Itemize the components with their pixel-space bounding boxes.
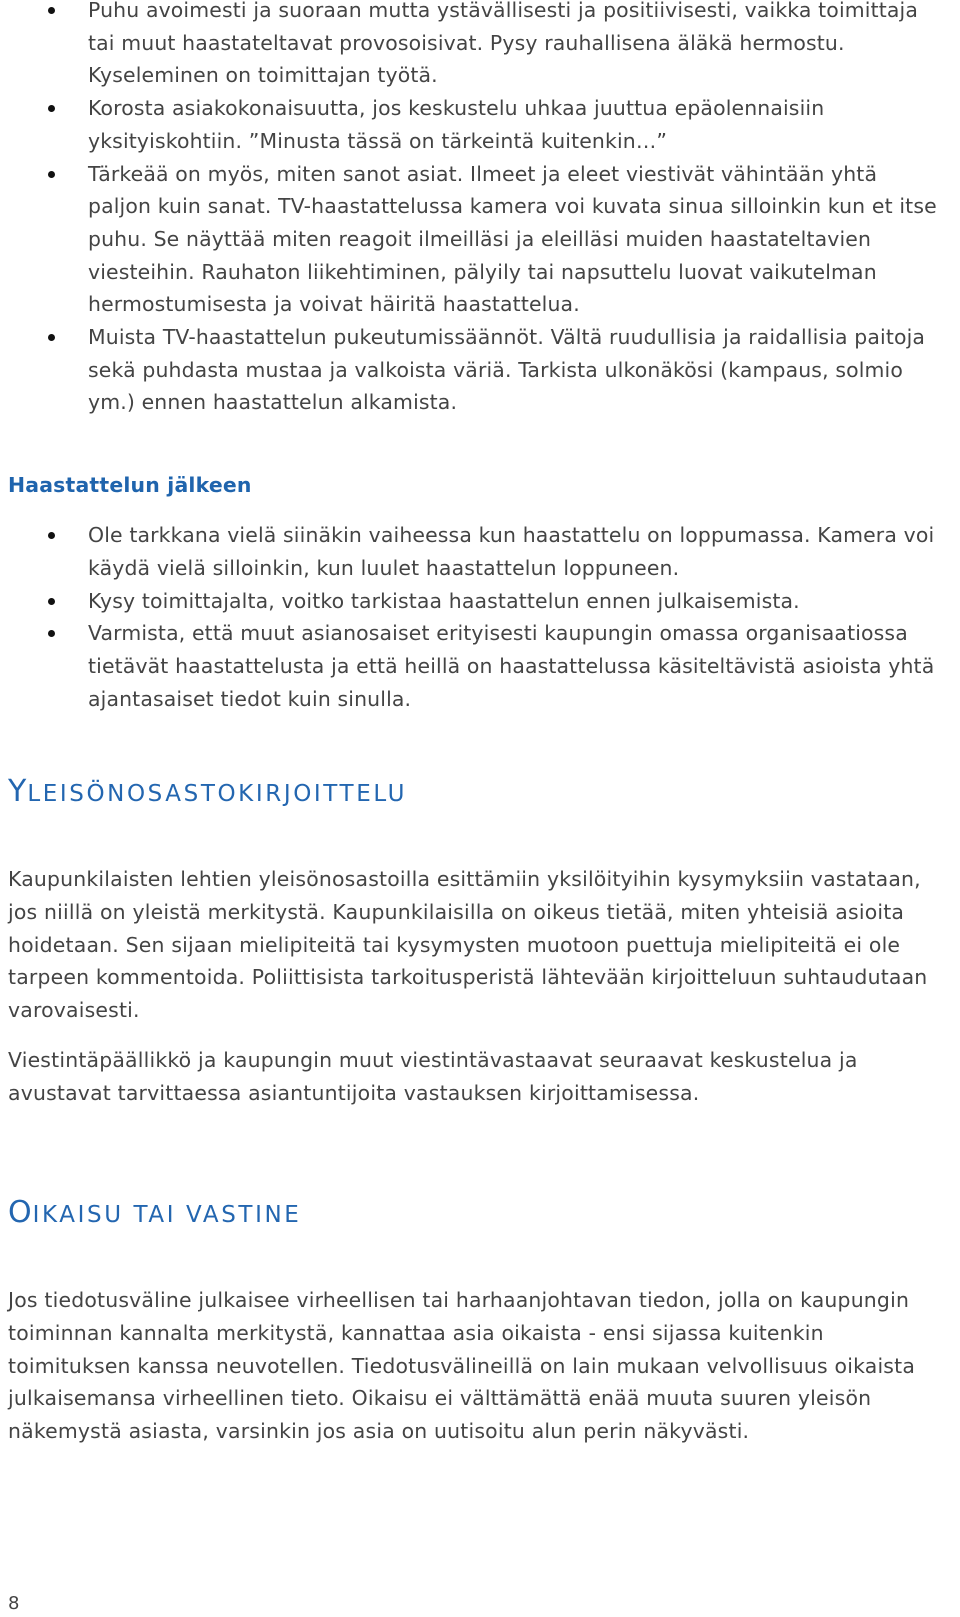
list-item-text: Ole tarkkana vielä siinäkin vaiheessa kun haastattelu on loppumassa. Kamera voi käydä vielä silloinkin, kun luulet haastattelun loppuneen. [88, 523, 935, 580]
document-page [8, 0, 938, 1448]
list-item [8, 585, 938, 618]
heading-initial: Y [8, 774, 28, 810]
page-number: 8 [8, 1593, 20, 1614]
bullet-icon [48, 105, 55, 112]
list-item-text: Korosta asiakokonaisuutta, jos keskustelu uhkaa juuttua epäolennaisiin yksityiskohtiin. ”Minusta tässä on tärkeintä kuitenkin…” [88, 96, 825, 153]
interview-tips-list [8, 0, 938, 419]
bullet-icon [48, 171, 55, 178]
list-item-text: Puhu avoimesti ja suoraan mutta ystävällisesti ja positiivisesti, vaikka toimittaja tai muut haastateltavat provosoisivat. Pysy rauhallisena äläkä hermostu. Kyseleminen on toimittajan työtä. [88, 0, 918, 88]
list-item [8, 158, 938, 322]
letters-paragraph-2: Viestintäpäällikkö ja kaupungin muut viestintävastaavat seuraavat keskustelua ja avustavat tarvittaessa asiantuntijoita vastauksen kirjoittamisessa. [8, 1047, 858, 1105]
list-item [8, 321, 938, 419]
heading-rest: LEISÖNOSASTOKIRJOITTELU [27, 781, 408, 808]
bullet-icon [48, 598, 55, 605]
after-interview-heading: Haastattelun jälkeen [8, 473, 252, 498]
correction-paragraph: Jos tiedotusväline julkaisee virheellisen tai harhaanjohtavan tiedon, jolla on kaupungin toiminnan kannalta merkitystä, kannattaa asia oikaista - ensi sijassa kuitenkin toimituksen kanssa neuvotellen. Tiedotusvälineillä on lain mukaan velvollisuus oikaista julkaisemansa virheellinen tieto. Oikaisu ei välttämättä enää muuta suuren yleisön näkemystä asiasta, varsinkin jos asia on uutisoitu alun perin näkyvästi. [8, 1288, 916, 1444]
letters-paragraph-1: Kaupunkilaisten lehtien yleisönosastoilla esittämiin yksilöityihin kysymyksiin vastataan, jos niillä on yleistä merkitystä. Kaupunkilaisilla on oikeus tietää, miten yhteisiä asioita hoidetaan. Sen sijaan mielipiteitä tai kysymysten muotoon puettuja mielipiteitä ei ole tarpeen kommentoida. Poliittisista tarkoitusperistä lähtevään kirjoitteluun suhtaudutaan varovaisesti. [8, 867, 928, 1023]
list-item [8, 519, 938, 584]
list-item-text: Muista TV-haastattelun pukeutumissäännöt. Vältä ruudullisia ja raidallisia paitoja sekä puhdasta mustaa ja valkoista väriä. Tarkista ulkonäkösi (kampaus, solmio ym.) ennen haastattelun alkamista. [88, 325, 926, 415]
list-item-text: Varmista, että muut asianosaiset erityisesti kaupungin omassa organisaatiossa tietävät haastattelusta ja että heillä on haastattelussa käsiteltävistä asioista yhtä ajantasaiset tiedot kuin sinulla. [88, 621, 935, 711]
list-item [8, 92, 938, 157]
bullet-icon [48, 7, 55, 14]
after-interview-list [8, 519, 938, 715]
list-item [8, 0, 938, 92]
list-item-text: Kysy toimittajalta, voitko tarkistaa haastattelun ennen julkaisemista. [88, 588, 800, 613]
letters-section-heading [8, 774, 938, 812]
heading-initial: O [8, 1195, 33, 1231]
bullet-icon [48, 532, 55, 539]
bullet-icon [48, 630, 55, 637]
bullet-icon [48, 334, 55, 341]
heading-rest: IKAISU TAI VASTINE [32, 1202, 302, 1229]
list-item-text: Tärkeää on myös, miten sanot asiat. Ilmeet ja eleet viestivät vähintään yhtä paljon kuin sanat. TV-haastattelussa kamera voi kuvata sinua silloinkin kun et itse puhu. Se näyttää miten reagoit ilmeilläsi ja eleilläsi muiden haastateltavien viesteihin. Rauhaton liikehtiminen, pälyily tai napsuttelu luovat vaikutelman hermostumisesta ja voivat häiritä haastattelua. [88, 161, 937, 317]
list-item [8, 617, 938, 715]
correction-section-heading [8, 1195, 938, 1233]
